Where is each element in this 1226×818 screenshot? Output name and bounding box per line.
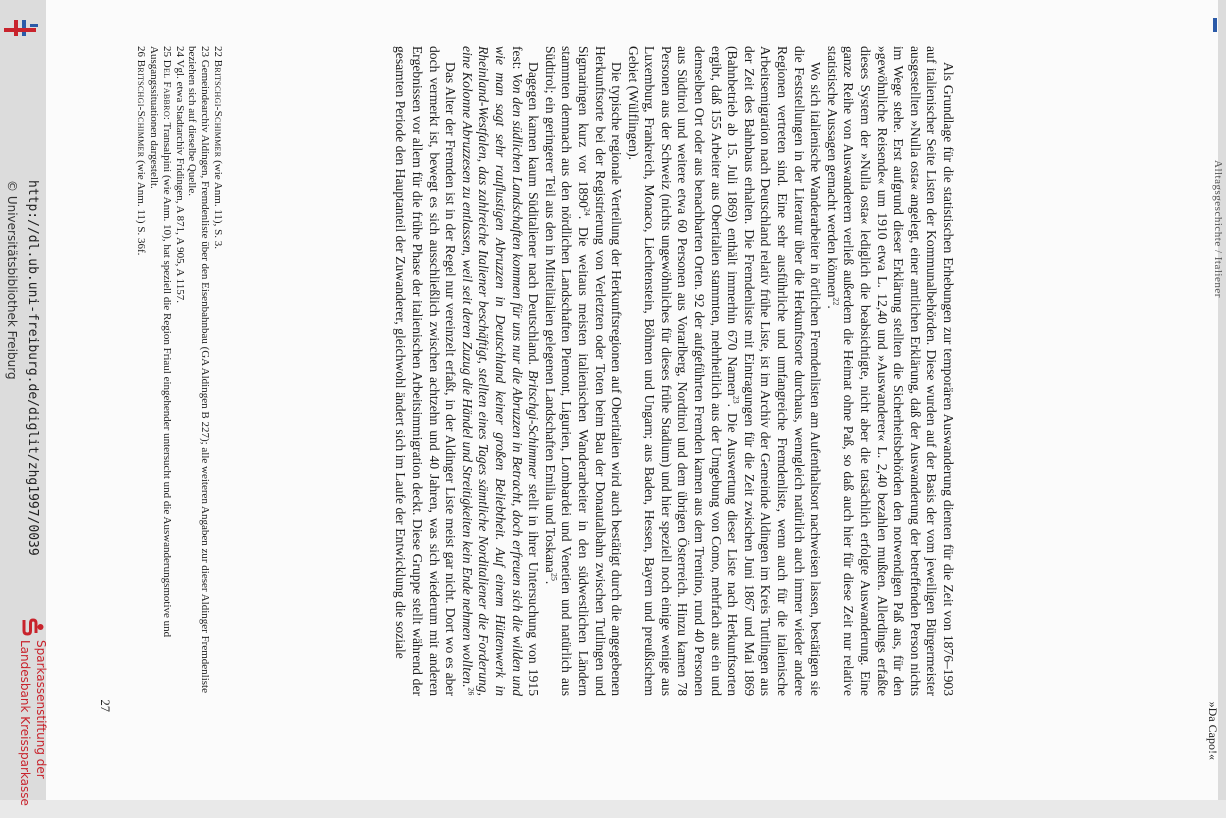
body-text — [392, 46, 956, 696]
paragraph: Die typische regionale Verteilung der Herkunftsregionen auf Oberitalien wird auch bestätigt durch die angegebenen Herkunftsorte bei der Registrierung von Verletzten oder Toten beim Bau der Donautalbahn zwischen Tutlingen und Sigmaringen kurz vor 1890$^{24}$. Die weitaus meisten italienischen Wanderarbeiter in den südwestlichen Ländern stammten demnach aus den nördlichen Landschaften Piemont, Ligurien, Lombardei und Venetien und natürlich aus Südtirol; ein geringerer Teil aus den in Mittelitalien gelegenen Landschaften Emilia und Toskana$^{25}$. — [542, 46, 625, 696]
footnote: 23 Gemeindearchiv Aldingen, Fremdenliste über den Eisenbahnbau (GA Aldingen B 227); alle weiteren Angaben zur dieser Aldinger Fremdenliste beziehen sich auf dieselbe Quelle. — [186, 46, 212, 693]
running-header-fragment: Alltagsgeschichte / Italiener — [1212, 160, 1224, 298]
sponsor-block — [4, 616, 52, 816]
footnote: 22 Britschgi-Schimmer (wie Anm. 11), S. 3. — [212, 46, 224, 249]
sponsor-name-line-1: Sparkassenstiftung der — [34, 640, 48, 779]
page-number: 27 — [98, 699, 112, 712]
paragraph: Dagegen kamen kaum Süditaliener nach Deutschland. Britschgi-Schimmer stellt in ihrer Untersuchung von 1915 fest: Von den südlichen Landschaften kommen für uns nur die Abruzzen in Betracht, doch erfreuen sich die wilden und wie man sagt sehr rauflustigen Abruzzen in Deutschland keiner großen Beliebtheit. Auf einem Hüttenwerk in Rheinland-Westfalen, das zahlreiche Italiener beschäftigt, stellten eines Tages sämtliche Norditaliener die Forderung, eine Kolonne Abruzzesen zu entlassen, weil seit deren Zuzug die Händel und Streitigkeiten kein Ende nehmen wollten.$^{26}$ — [459, 46, 542, 696]
footnotes — [134, 46, 224, 696]
sponsor-name-line-2: Landesbank Kreissparkasse — [18, 640, 32, 806]
running-head: »Da Capo!« — [1206, 701, 1220, 760]
paragraph: Wo sich italienische Wanderarbeiter in örtlichen Fremdenlisten am Aufenthaltsort nachweisen lassen, bestätigen sie die Feststellungen in der Literatur über die Herkunftsorte durchaus, wenngleich natürlich auch immer wieder andere Regionen vertreten sind. Eine sehr ausführliche und umfangreiche Fremdenliste, wenn auch für die italienische Arbeitsemigration nach Deutschland relativ frühe Liste, ist im Archiv der Gemeinde Aldingen im Kreis Tuttlingen aus der Zeit des Bahnbaus erhalten. Die Fremdenliste mit Eintragungen für die Zeit zwischen Juni 1867 und Mai 1869 (Bahnbetrieb ab 15. Juli 1869) enthält immerhin 670 Namen$^{23}$. Die Auswertung dieser Liste nach Herkunftsorten ergibt, daß 155 Arbeiter aus Oberitalien stammten, mehrheitlich aus der Umgebung von Como, mehrfach aus ein und demselben Ort oder aus benachbarten Orten. 92 der aufgeführten Fremden kamen aus dem Trentino, rund 40 Personen aus Südtirol und weitere etwa 60 Personen aus Vorarlberg, Nordtirol und dem übrigen Österreich. Hinzu kamen 78 Personen aus der Schweiz (nichts ungewöhnliches für dieses frühe Stadium) und hier speziell noch einige wenige aus Luxemburg, Frankreich, Monaco, Liechtenstein, Böhmen und Ungarn; aus Baden, Hessen, Bayern und preußischem Gebiet (Wülflingen). — [625, 46, 824, 696]
footnote: 25 Del Fabbro: Transalpini (wie Anm. 10), hat speziell die Region Friaul eingehender untersucht und die Auswanderungsmotive und Ausgangssituationen dargestellt. — [148, 46, 173, 638]
paragraph: Als Grundlage für die statistischen Erhebungen zur temporären Auswanderung dienten für die Zeit von 1876–1903 auf italienischer Seite Listen der Kommunalbehörden. Diese wurden auf der Basis der vom jeweiligen Bürgermeister ausgestellten »Nulla osta« angelegt, einer amtlichen Erklärung, daß der Auswanderung der betreffenden Person nichts im Wege stehe. Erst aufgrund dieser Erklärung stellten die Sicherheitsbehörden den notwendigen Paß aus, für den »gewöhnliche Reisende« um 1910 etwa L. 12,40 und »Auswanderer« L. 2,40 bezahlen mußten. Allerdings erfaßte dieses System der »Nulla osta« lediglich die beabsichtigte, nicht aber die tatsächlich erfolgte Auswanderung. Eine ganze Reihe von Auswanderern verließ außerdem die Heimat ohne Paß, so daß auch hier für diese Zeit nur relative statistische Aussagen gemacht werden können$^{22}$. — [824, 46, 956, 696]
paragraph: Das Alter der Fremden ist in der Regel nur vereinzelt erfaßt, in der Aldinger Liste meist gar nicht. Dort wo es aber doch vermerkt ist, bewegt es sich ausschließlich zwischen achtzehn und 40 Jahren, was sich wiederum mit anderen Ergebnissen vor allem für die frühe Phase der italienischen Arbeitsimmigration deckt. Diese Gruppe stellt während der gesamten Periode den Hauptanteil der Zuwanderer, gleichwohl ändert sich im Laufe der Entwicklung die soziale — [393, 46, 459, 696]
footnote: 26 Britschgi-Schimmer (wie Anm. 11) S. 36f. — [135, 46, 148, 256]
permalink-url[interactable]: http://dl.ub.uni-freiburg.de/diglit/zhg1997/0039 — [25, 180, 40, 556]
copyright-notice: © Universitätsbibliothek Freiburg — [5, 180, 19, 380]
sparkasse-s-logo-icon — [22, 616, 44, 638]
footnote: 24 Vgl. etwa Stadtarchiv Fridingen, A 871, A 905, A 1157. — [173, 46, 186, 303]
